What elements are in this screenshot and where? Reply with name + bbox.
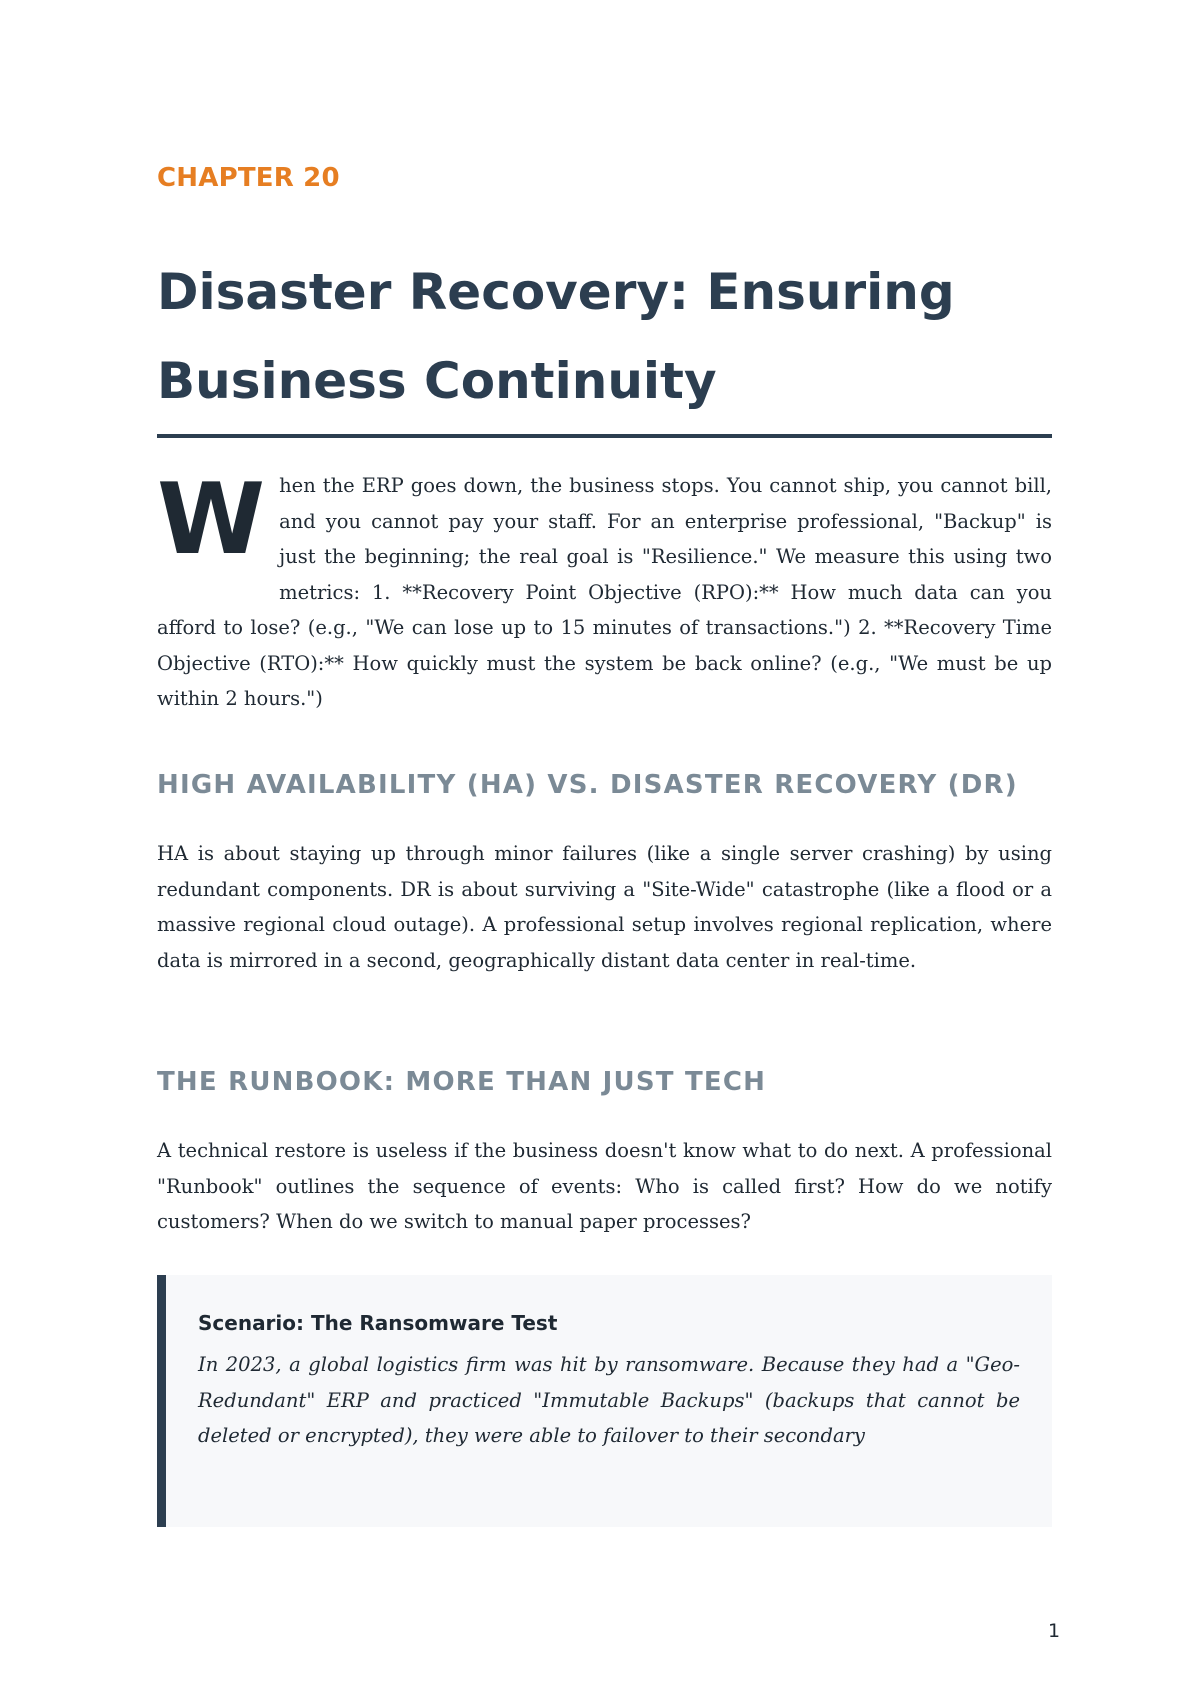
intro-paragraph xyxy=(157,463,1052,717)
scenario-callout xyxy=(157,1275,1052,1527)
title-divider xyxy=(157,434,1052,438)
chapter-title-line-1: Disaster Recovery: Ensuring xyxy=(157,263,955,321)
page-number: 1 xyxy=(1048,1620,1061,1642)
chapter-label: CHAPTER 20 xyxy=(157,163,340,193)
intro-text: hen the ERP goes down, the business stops. You cannot ship, you cannot bill, and you cannot pay your staff. For an enterprise professional, "Backup" is just the beginning; the real goal is "Resilience." We measure this using two metrics: 1. **Recovery Point Objective (RPO):** How much data can you afford to lose? (e.g., "We can lose up to 15 minutes of transactions.") 2. **Recovery Time Objective (RTO):** How quickly must the system be back online? (e.g., "We must be up within 2 hours.") xyxy=(157,474,1052,710)
section-heading-ha-vs-dr: HIGH AVAILABILITY (HA) VS. DISASTER RECOVERY (DR) xyxy=(157,770,1018,800)
chapter-title-line-2: Business Continuity xyxy=(157,352,717,410)
section-heading-runbook: THE RUNBOOK: MORE THAN JUST TECH xyxy=(157,1067,767,1097)
callout-title: Scenario: The Ransomware Test xyxy=(198,1311,558,1335)
callout-body: In 2023, a global logistics firm was hit by ransomware. Because they had a "Geo-Redundant" ERP and practiced "Immutable Backups" (backups that cannot be deleted or encrypted), they were able to failover to their secondary xyxy=(198,1353,1020,1447)
drop-cap: W xyxy=(157,463,266,577)
chapter-title xyxy=(157,248,1052,426)
section-body-ha-vs-dr: HA is about staying up through minor failures (like a single server crashing) by using redundant components. DR is about surviving a "Site-Wide" catastrophe (like a flood or a massive regional cloud outage). A professional setup involves regional replication, where data is mirrored in a second, geographically distant data center in real-time. xyxy=(157,842,1052,972)
section-body-runbook: A technical restore is useless if the business doesn't know what to do next. A professional "Runbook" outlines the sequence of events: Who is called first? How do we notify customers? When do we switch to manual paper processes? xyxy=(157,1139,1052,1233)
